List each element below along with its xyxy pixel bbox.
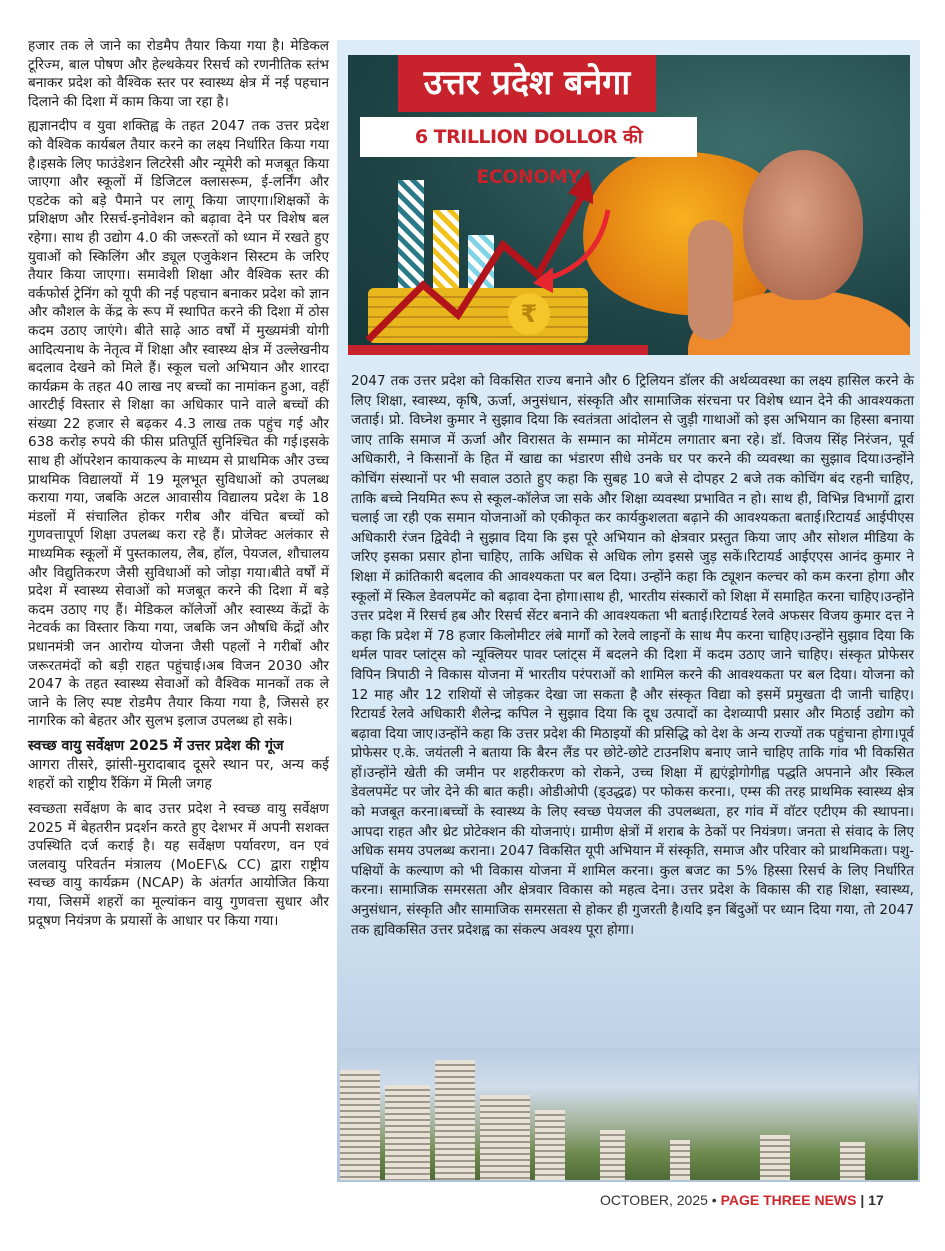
article-paragraph: स्वच्छता सर्वेक्षण के बाद उत्तर प्रदेश ने स्वच्छ वायु सर्वेक्षण 2025 में बेहतरीन प्रदर्शन करते हुए देशभर में अपनी सशक्त उपस्थिति दर्ज कराई है। यह सर्वेक्षण पर्यावरण, वन एवं जलवायु परिवर्तन मंत्रालय (MoEF\& CC) द्वारा राष्ट्रीय स्वच्छ वायु कार्यक्रम (NCAP) के अंतर्गत आयोजित किया गया, जिसमें शहरों का मूल्यांकन वायु गुणवत्ता सुधार और प्रदूषण नियंत्रण के प्रयासों के आधार पर किया गया। bbox=[28, 800, 329, 929]
banner-title: उत्तर प्रदेश बनेगा bbox=[398, 55, 656, 112]
article-paragraph: ह्यज्ञानदीप व युवा शक्तिह्व के तहत 2047 तक उत्तर प्रदेश को वैश्विक कार्यबल तैयार करने का लक्ष्य निर्धारित किया गया है।इसके लिए फाउंडेशन लिटरेसी और न्यूमेरी को मजबूत किया जाएगा और स्कूलों में डिजिटल क्लासरूम, ई-लर्निंग और एडटेक को बड़े पैमाने पर लागू किया जाएगा।शिक्षकों के प्रशिक्षण और रिसर्च-इनोवेशन को बढ़ावा देने पर विशेष बल रहेगा। साथ ही उद्योग 4.0 की जरूरतों को ध्यान में रखते हुए युवाओं को स्किलिंग और ड्यूल एजुकेशन सिस्टम के जरिए तैयार किया जाएगा। समावेशी शिक्षा और वैश्विक स्तर की वर्कफोर्स ट्रेनिंग को यूपी की नई पहचान बनाकर प्रदेश को ज्ञान और कौशल के केंद्र के रूप में स्थापित करने की दिशा में ठोस कदम उठाए जाएंगे। बीते साढ़े आठ वर्षों में मुख्यमंत्री योगी आदित्यनाथ के नेतृत्व में शिक्षा और स्वास्थ्य क्षेत्र में उल्लेखनीय बदलाव देखने को मिले हैं। स्कूल चलो अभियान और शारदा कार्यक्रम के तहत 40 लाख नए बच्चों का नामांकन हुआ, वहीं आरटीई विस्तार से शिक्षा का अधिकार पाने वाले बच्चों की संख्या 22 हजार से बढ़कर 4.3 लाख तक पहुंच गई और 638 करोड़ रुपये की फीस प्रतिपूर्ति सुनिश्चित की गई।इसके साथ ही ऑपरेशन कायाकल्प के माध्यम से प्राथमिक और उच्च प्राथमिक विद्यालयों में 19 मूलभूत सुविधाओं को उपलब्ध कराया गया, जबकि अटल आवासीय विद्यालय प्रदेश के 18 मंडलों में संचालित होकर गरीब और वंचित बच्चों को गुणवत्तापूर्ण शिक्षा उपलब्ध करा रहे हैं। प्रोजेक्ट अलंकार से माध्यमिक स्कूलों में पुस्तकालय, लैब, हॉल, पेयजल, शौचालय और विद्युतिकरण जैसी सुविधाओं को जोड़ा गया।बीते वर्षों में प्रदेश में स्वास्थ्य सेवाओं को मजबूत करने की दिशा में बड़े कदम उठाए गए हैं। मेडिकल कॉलेजों और स्वास्थ्य केंद्रों के नेटवर्क का विस्तार किया गया, जबकि जन औषधि केंद्रों और प्रधानमंत्री जन आरोग्य योजना जैसी पहलों ने गरीबों और जरूरतमंदों को बड़ी राहत पहुंचाई।अब विजन 2030 और 2047 के तहत स्वास्थ्य सेवाओं को वैश्विक मानकों तक ले जाने के लिए स्पष्ट रोडमैप तैयार किया गया है, जिससे हर नागरिक को बेहतर और सुलभ इलाज उपलब्ध हो सके। bbox=[28, 118, 329, 730]
left-article-column bbox=[28, 37, 329, 936]
publication-name: PAGE THREE NEWS bbox=[720, 1192, 857, 1208]
issue-date: OCTOBER, 2025 bbox=[600, 1192, 708, 1208]
section-subheading: आगरा तीसरे, झांसी-मुरादाबाद दूसरे स्थान पर, अन्य कई शहरों को राष्ट्रीय रैंकिंग में मिली जगह bbox=[28, 756, 329, 792]
rupee-coin-icon: ₹ bbox=[508, 293, 550, 335]
page-footer bbox=[600, 1192, 884, 1208]
page-number: 17 bbox=[868, 1192, 884, 1208]
feature-banner-image bbox=[348, 55, 910, 355]
footer-divider: | bbox=[860, 1192, 865, 1208]
speaker-photo bbox=[648, 140, 898, 355]
bullet-separator: • bbox=[711, 1192, 717, 1208]
article-paragraph: हजार तक ले जाने का रोडमैप तैयार किया गया है। मेडिकल टूरिज्म, बाल पोषण और हेल्थकेयर रिसर्च को रणनीतिक स्तंभ बनाकर प्रदेश को वैश्विक स्तर पर स्वास्थ्य क्षेत्र में नई पहचान दिलाने की दिशा में काम किया जा रहा है। bbox=[28, 38, 329, 110]
city-skyline-photo bbox=[340, 1048, 918, 1180]
banner-subtitle: 6 TRILLION DOLLOR की ECONOMY bbox=[360, 117, 697, 157]
pointer-arrow-icon bbox=[528, 205, 618, 295]
section-heading: स्वच्छ वायु सर्वेक्षण 2025 में उत्तर प्रदेश की गूंज bbox=[28, 737, 284, 754]
feature-body-text: 2047 तक उत्तर प्रदेश को विकसित राज्य बनाने और 6 ट्रिलियन डॉलर की अर्थव्यवस्था का लक्ष्य हासिल करने के लिए शिक्षा, स्वास्थ्य, कृषि, ऊर्जा, अनुसंधान, संस्कृति और सामाजिक संरचना पर विशेष ध्यान देने की आवश्यकता जताई। प्रो. विघ्नेश कुमार ने सुझाव दिया कि स्वतंत्रता आंदोलन से जुड़ी गाथाओं को इस अभियान का हिस्सा बनाया जाए ताकि समाज में ऊर्जा और विरासत के सम्मान का मोमेंटम लगातार बना रहे। डॉ. विजय सिंह निरंजन, पूर्व अधिकारी, ने किसानों के हित में खाद्य का भंडारण सीधे उनके घर पर करने की व्यवस्था का सुझाव दिया।उन्होंने कोचिंग संस्थानों पर भी सवाल उठाते हुए कहा कि सुबह 10 बजे से दोपहर 2 बजे तक कोचिंग बंद रहनी चाहिए, ताकि बच्चे नियमित रूप से स्कूल-कॉलेज जा सके और शिक्षा व्यवस्था प्रभावित न हो। साथ ही, विभिन्न विभागों द्वारा चलाई जा रही एक समान योजनाओं को एकीकृत कर कार्यकुशलता बढ़ाने की आवश्यकता बताई।रिटायर्ड आईपीएस अधिकारी रंजन द्विवेदी ने सुझाव दिया कि इस पूरे अभियान को क्षेत्रवार प्रस्तुत किया जाए और सोशल मीडिया के जरिए इसका प्रसार होना चाहिए, ताकि अधिक से अधिक लोग इससे जुड़ सकें।रिटायर्ड आईएएस आनंद कुमार ने शिक्षा में क्रांतिकारी बदलाव की आवश्यकता पर बल दिया। उन्होंने कहा कि ट्यूशन कल्चर को कम करना होगा और स्कूलों में स्किल डेवलपमेंट को बढ़ावा देना होगा।साथ ही, भारतीय संस्कारों को शिक्षा में समाहित करना चाहिए।उन्होंने उत्तर प्रदेश में रिसर्च हब और रिसर्च सेंटर बनाने की आवश्यकता भी बताई।रिटायर्ड रेलवे अफसर विजय कुमार दत्त ने कहा कि प्रदेश में 78 हजार किलोमीटर लंबे मार्गों को रेलवे लाइनों के साथ मैप करना चाहिए।उन्होंने सुझाव दिया कि थर्मल पावर प्लांट्स को न्यूक्लियर पावर प्लांट्स में बदलने की दिशा में कदम उठाए जाने चाहिए। संस्कृत प्रोफेसर विपिन त्रिपाठी ने विकास योजना में भारतीय परंपराओं को शामिल करने की आवश्यकता पर बल दिया। योजना को 12 माह और 12 राशियों से जोड़कर देखा जा सकता है और संस्कृत विद्या को इसमें प्रमुखता दी जानी चाहिए।रिटायर्ड रेलवे अधिकारी शैलेन्द्र कपिल ने सुझाव दिया कि दूध उत्पादों का देशव्यापी प्रसार और मिठाई उद्योग को बढ़ावा दिया जाए।उन्होंने कहा कि उत्तर प्रदेश की मिठाइयों की प्रसिद्धि को देश के अन्य राज्यों तक पहुंचाना होगा।पूर्व प्रोफेसर ए.के. जयंतली ने बताया कि बैरन लैंड पर छोटे-छोटे टाउनशिप बनाए जाने चाहिए ताकि गांव भी विकसित हों।उन्होंने खेती की जमीन पर शहरीकरण को रोकने, उच्च शिक्षा में ह्यएंड्रोगोगीह्व पद्धति अपनाने और स्किल डेवलपमेंट पर जोर देने की बात कही। ओडीओपी (ड्उद्धढ) पर फोकस करना।, एम्स की तरह प्राथमिक स्वास्थ्य क्षेत्र को मजबूत करना।बच्चों के स्वास्थ्य के लिए स्वच्छ पेयजल की उपलब्धता, हर गांव में वॉटर एटीएम की स्थापना। आपदा राहत और थ्रेट प्रोटेक्शन की योजनाएं। ग्रामीण क्षेत्रों में शराब के ठेकों पर नियंत्रण। जनता से संवाद के लिए अधिक समय उपलब्ध कराना। 2047 विकसित यूपी अभियान में संस्कृति, समाज और परिवार को प्राथमिकता। पशु-पक्षियों के कल्याण को भी विकास योजना में शामिल करना। कुल बजट का 5% हिस्सा रिसर्च के लिए निर्धारित करना। सामाजिक समरसता और क्षेत्रवार विकास को महत्व देना। उत्तर प्रदेश के विकास की राह शिक्षा, स्वास्थ्य, अनुसंधान, संस्कृति और सामाजिक समरसता से होकर ही गुजरती है।यदि इन बिंदुओं पर ध्यान दिया गया, तो 2047 तक ह्यविकसित उत्तर प्रदेशह्व का संकल्प अवश्य पूरा होगा। bbox=[351, 373, 914, 938]
